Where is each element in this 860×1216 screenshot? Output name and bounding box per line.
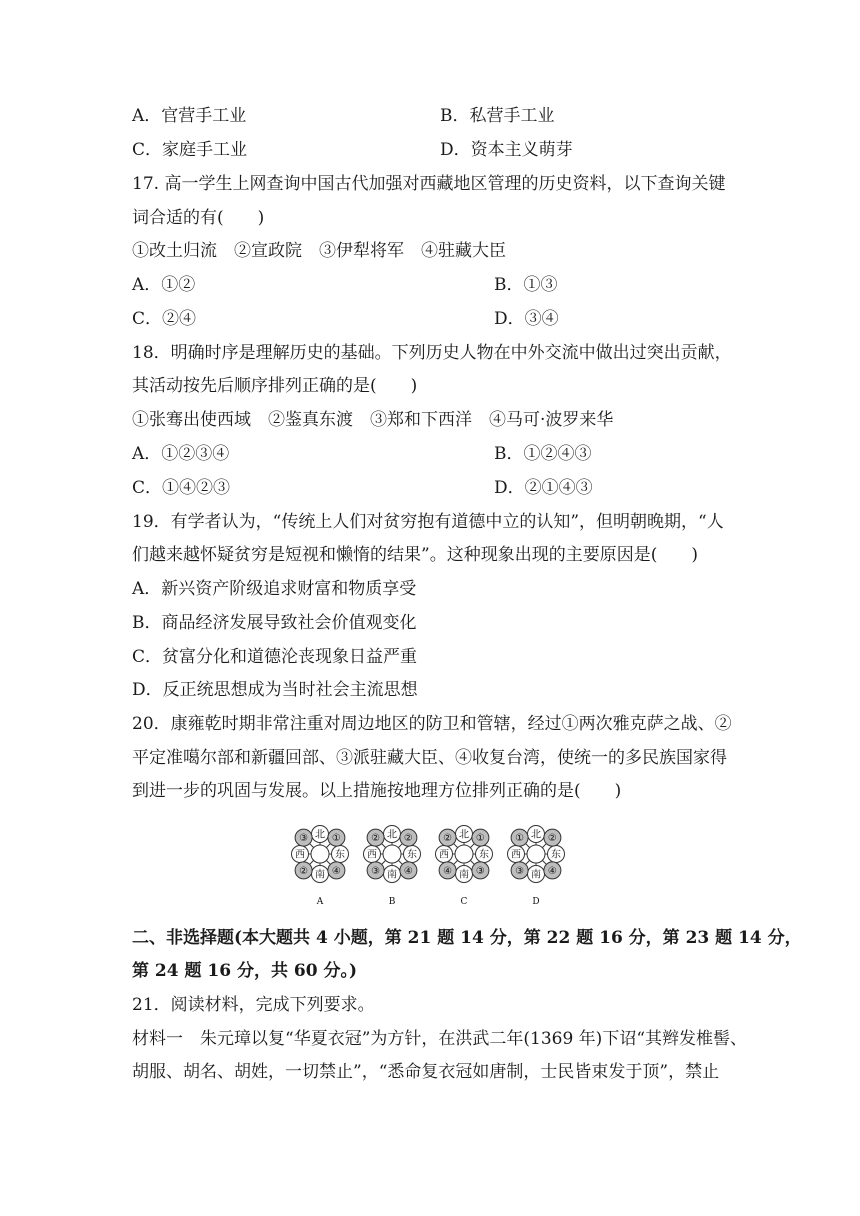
q16-option-a[interactable]: A．官营手工业 (132, 106, 247, 126)
q17-stem-line2: 词合适的有( ) (132, 208, 265, 228)
q17-items: ①改土归流 ②宣政院 ③伊犁将军 ④驻藏大臣 (132, 241, 506, 261)
q16-option-d[interactable]: D．资本主义萌芽 (440, 140, 573, 160)
compass-label-nw-a: ③ (299, 833, 309, 845)
compass-label-ne-d: ② (547, 833, 557, 845)
compass-label-ne-c: ① (475, 833, 485, 845)
compass-option-label-a: A (316, 897, 324, 907)
compass-label-west-c: 西 (439, 849, 449, 861)
compass-center-b (383, 845, 401, 863)
q17-option-a[interactable]: A．①② (132, 275, 196, 295)
q17-option-b[interactable]: B．①③ (494, 275, 558, 295)
compass-label-south-c: 南 (459, 869, 469, 881)
q21-material-line2: 胡服、胡名、胡姓，一切禁止”，“悉命复衣冠如唐制，士民皆束发于顶”，禁止 (132, 1062, 720, 1082)
compass-label-sw-a: ② (299, 866, 309, 877)
compass-label-sw-b: ③ (371, 866, 381, 877)
q20-stem-line2: 平定准噶尔部和新疆回部、③派驻藏大臣、④收复台湾，使统一的多民族国家得 (132, 748, 727, 768)
compass-center-d (527, 845, 545, 863)
compass-label-sw-d: ③ (515, 866, 525, 877)
compass-label-west-b: 西 (367, 849, 377, 861)
q21-material-line1: 材料一 朱元璋以复“华夏衣冠”为方针，在洪武二年(1369 年)下诏“其辫发椎髻、 (132, 1029, 748, 1049)
compass-label-east-a: 东 (335, 849, 345, 861)
compass-label-west-a: 西 (295, 849, 305, 861)
compass-label-se-b: ④ (403, 866, 413, 877)
compass-label-ne-a: ① (331, 833, 341, 845)
q20-compass-diagrams (283, 816, 583, 908)
compass-label-south-d: 南 (531, 869, 541, 881)
compass-label-nw-c: ② (443, 833, 453, 845)
q16-option-c[interactable]: C．家庭手工业 (132, 140, 248, 160)
compass-label-east-d: 东 (551, 849, 561, 861)
compass-label-east-b: 东 (407, 849, 417, 861)
compass-option-label-b: B (388, 897, 396, 907)
q17-option-d[interactable]: D．③④ (494, 309, 559, 329)
compass-option-label-d: D (532, 897, 540, 907)
q18-option-d[interactable]: D．②①④③ (494, 478, 593, 498)
section2-heading-line1: 二、非选择题(本大题共 4 小题，第 21 题 14 分，第 22 题 16 分，第 23 题 14 分， (132, 928, 802, 948)
q18-items: ①张骞出使西域 ②鉴真东渡 ③郑和下西洋 ④马可·波罗来华 (132, 410, 614, 430)
q18-option-c[interactable]: C．①④②③ (132, 478, 231, 498)
q17-stem-line1: 17. 高一学生上网查询中国古代加强对西藏地区管理的历史资料，以下查询关键 (132, 174, 726, 194)
section2-heading-line2: 第 24 题 16 分，共 60 分。) (132, 961, 358, 981)
compass-label-ne-b: ② (403, 833, 413, 845)
q19-stem-line1: 19．有学者认为，“传统上人们对贫穷抱有道德中立的认知”，但明朝晚期，“人 (132, 512, 724, 532)
compass-label-north-c: 北 (459, 829, 469, 841)
compass-label-se-c: ③ (475, 866, 485, 877)
q19-option-d[interactable]: D．反正统思想成为当时社会主流思想 (132, 680, 418, 700)
compass-label-south-b: 南 (387, 869, 397, 881)
compass-diagram-svg (283, 816, 583, 908)
q20-stem-line1: 20．康雍乾时期非常注重对周边地区的防卫和管辖，经过①两次雅克萨之战、② (132, 714, 732, 734)
q19-option-b[interactable]: B．商品经济发展导致社会价值观变化 (132, 613, 417, 633)
q18-stem-line2: 其活动按先后顺序排列正确的是( ) (132, 376, 418, 396)
q21-stem: 21．阅读材料，完成下列要求。 (132, 995, 375, 1015)
compass-label-west-d: 西 (511, 849, 521, 861)
q18-option-a[interactable]: A．①②③④ (132, 444, 230, 464)
q19-option-a[interactable]: A．新兴资产阶级追求财富和物质享受 (132, 579, 417, 599)
compass-label-se-a: ④ (331, 866, 341, 877)
compass-label-north-b: 北 (387, 829, 397, 841)
compass-label-east-c: 东 (479, 849, 489, 861)
compass-label-north-d: 北 (531, 829, 541, 841)
q18-stem-line1: 18．明确时序是理解历史的基础。下列历史人物在中外交流中做出过突出贡献， (132, 343, 732, 363)
q19-stem-line2: 们越来越怀疑贫穷是短视和懒惰的结果”。这种现象出现的主要原因是( ) (132, 545, 698, 565)
compass-label-sw-c: ④ (443, 866, 453, 877)
q19-option-c[interactable]: C．贫富分化和道德沦丧现象日益严重 (132, 647, 418, 667)
compass-label-nw-d: ① (515, 833, 525, 845)
compass-label-se-d: ④ (547, 866, 557, 877)
compass-option-label-c: C (460, 897, 468, 907)
compass-label-nw-b: ② (371, 833, 381, 845)
q20-stem-line3: 到进一步的巩固与发展。以上措施按地理方位排列正确的是( ) (132, 781, 622, 801)
q16-option-b[interactable]: B．私营手工业 (440, 106, 555, 126)
compass-label-north-a: 北 (315, 829, 325, 841)
compass-center-a (311, 845, 329, 863)
compass-label-south-a: 南 (315, 869, 325, 881)
q17-option-c[interactable]: C．②④ (132, 309, 197, 329)
compass-center-c (455, 845, 473, 863)
q18-option-b[interactable]: B．①②④③ (494, 444, 592, 464)
